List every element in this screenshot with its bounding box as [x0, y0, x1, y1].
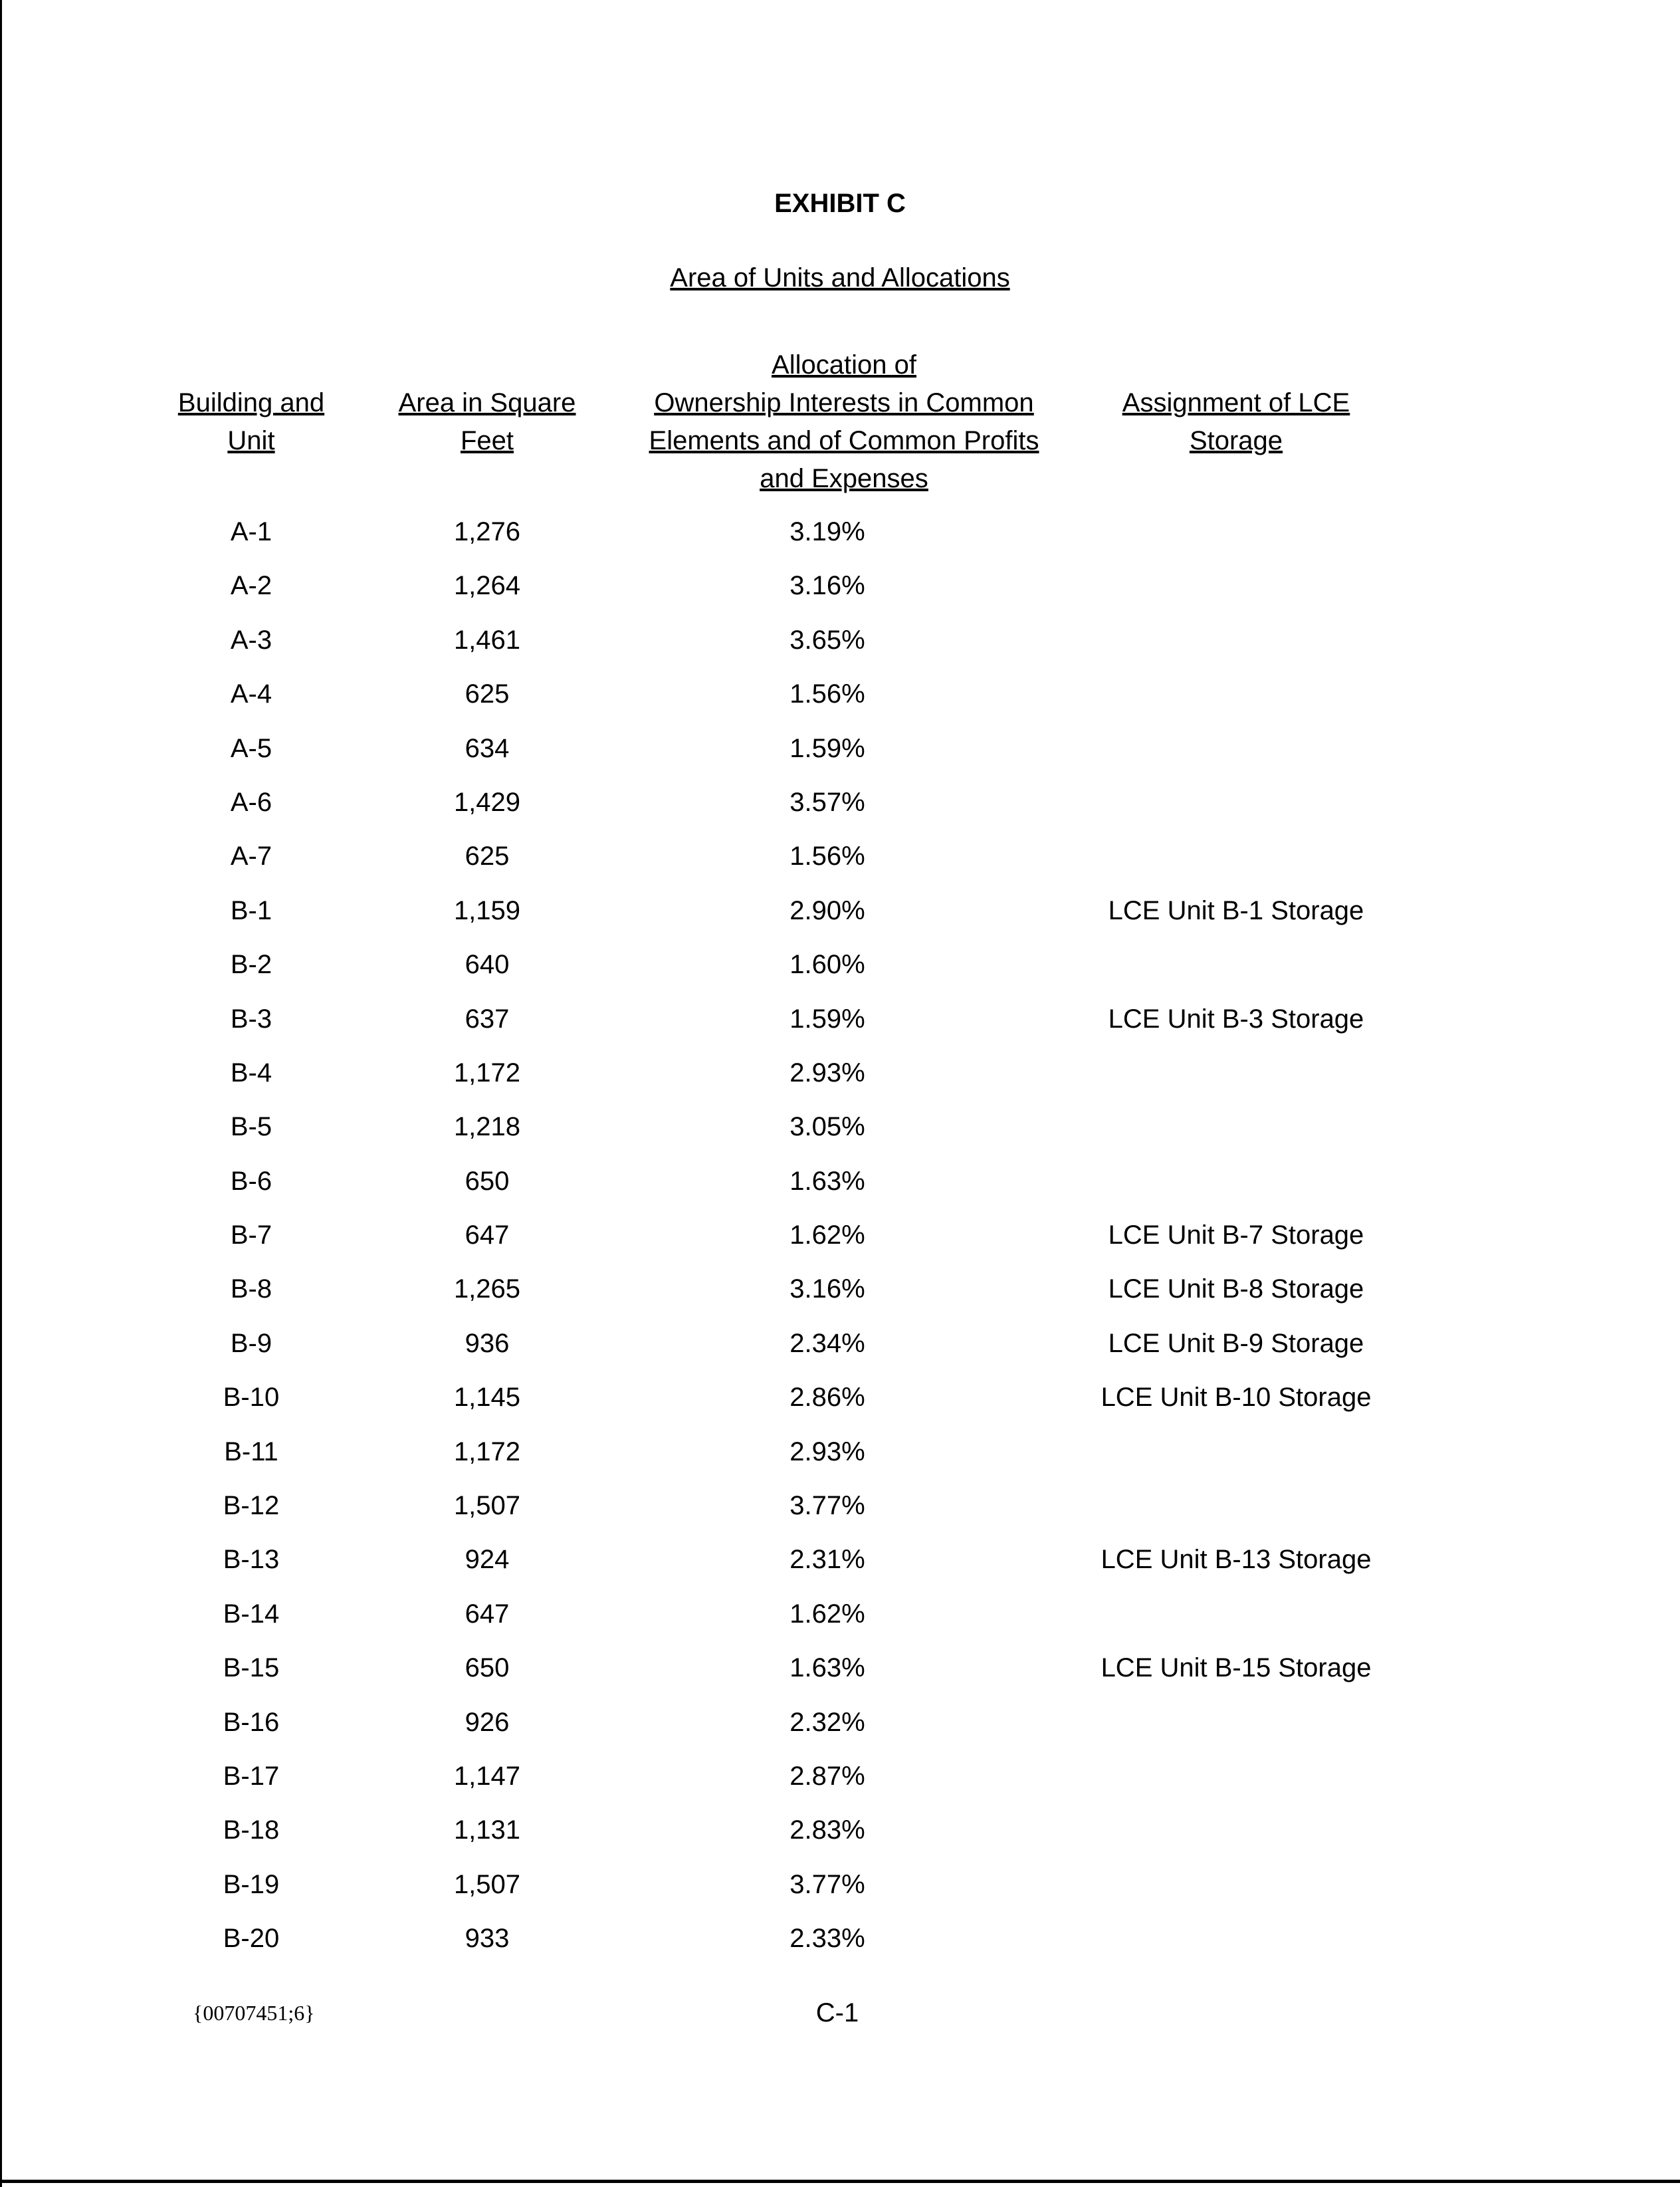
allocation-cell: 2.90%: [789, 895, 865, 925]
table-row: [0, 1865, 1680, 1918]
table-row: [0, 891, 1680, 945]
table-row: [0, 782, 1680, 836]
area-cell: 1,172: [453, 1058, 521, 1088]
header-line: and Expenses: [760, 464, 928, 493]
area-cell: 625: [465, 679, 510, 709]
lce-storage-cell: LCE Unit B-15 Storage: [1101, 1653, 1372, 1683]
area-cell: 1,131: [453, 1815, 521, 1845]
area-cell: 1,507: [453, 1491, 521, 1521]
area-cell: 650: [465, 1653, 510, 1683]
allocation-cell: 2.31%: [789, 1545, 865, 1575]
table-row: [0, 1648, 1680, 1702]
table-row: [0, 729, 1680, 782]
table-row: [0, 1540, 1680, 1593]
unit-cell: A-1: [230, 517, 272, 546]
header-line: Feet: [460, 426, 514, 455]
allocation-cell: 2.93%: [789, 1058, 865, 1088]
allocation-cell: 3.57%: [789, 787, 865, 817]
header-line: Building and: [177, 388, 325, 417]
table-row: [0, 512, 1680, 566]
area-cell: 1,507: [453, 1869, 521, 1899]
area-cell: 1,461: [453, 625, 521, 655]
allocation-cell: 3.19%: [789, 517, 865, 546]
units-table-body: [0, 512, 1680, 1973]
table-row: [0, 1810, 1680, 1864]
lce-storage-cell: LCE Unit B-13 Storage: [1101, 1545, 1372, 1575]
lce-storage-cell: LCE Unit B-8 Storage: [1108, 1274, 1364, 1304]
table-row: [0, 1432, 1680, 1486]
header-area: [377, 384, 597, 460]
allocation-cell: 1.60%: [789, 950, 865, 980]
header-line: Ownership Interests in Common: [654, 388, 1034, 417]
allocation-cell: 1.59%: [789, 733, 865, 763]
exhibit-title: EXHIBIT C: [774, 189, 906, 218]
area-cell: 650: [465, 1166, 510, 1196]
table-row: [0, 1702, 1680, 1756]
header-lce-storage: [1077, 384, 1396, 460]
allocation-cell: 2.33%: [789, 1924, 865, 1954]
header-line: Allocation of: [772, 350, 916, 380]
area-cell: 1,159: [453, 895, 521, 925]
header-line: Storage: [1189, 426, 1283, 455]
table-row: [0, 620, 1680, 674]
allocation-cell: 2.86%: [789, 1383, 865, 1413]
area-cell: 634: [465, 733, 510, 763]
allocation-cell: 1.59%: [789, 1004, 865, 1034]
allocation-cell: 2.83%: [789, 1815, 865, 1845]
lce-storage-cell: LCE Unit B-3 Storage: [1108, 1004, 1364, 1034]
allocation-cell: 3.05%: [789, 1112, 865, 1142]
document-id: {00707451;6}: [193, 2001, 315, 2025]
table-row: [0, 566, 1680, 620]
unit-cell: B-18: [223, 1815, 280, 1845]
table-row: [0, 945, 1680, 998]
unit-cell: B-9: [230, 1328, 272, 1358]
area-cell: 936: [465, 1328, 510, 1358]
unit-cell: A-5: [230, 733, 272, 763]
allocation-cell: 2.87%: [789, 1761, 865, 1791]
area-cell: 933: [465, 1924, 510, 1954]
table-row: [0, 999, 1680, 1053]
unit-cell: B-4: [230, 1058, 272, 1088]
area-cell: 640: [465, 950, 510, 980]
header-allocation: [611, 346, 1077, 498]
area-cell: 926: [465, 1707, 510, 1737]
unit-cell: A-4: [230, 679, 272, 709]
unit-cell: B-13: [223, 1545, 280, 1575]
allocation-cell: 1.63%: [789, 1166, 865, 1196]
table-row: [0, 1269, 1680, 1323]
area-cell: 1,147: [453, 1761, 521, 1791]
allocation-cell: 3.77%: [789, 1491, 865, 1521]
table-row: [0, 1594, 1680, 1648]
table-row: [0, 1053, 1680, 1107]
unit-cell: B-7: [230, 1220, 272, 1250]
allocation-cell: 3.16%: [789, 571, 865, 601]
area-cell: 647: [465, 1220, 510, 1250]
unit-cell: B-14: [223, 1599, 280, 1629]
unit-cell: B-1: [230, 895, 272, 925]
unit-cell: B-11: [224, 1437, 278, 1466]
exhibit-subtitle: [0, 259, 1680, 296]
allocation-cell: 2.93%: [789, 1437, 865, 1466]
area-cell: 625: [465, 842, 510, 871]
lce-storage-cell: LCE Unit B-7 Storage: [1108, 1220, 1364, 1250]
allocation-cell: 1.62%: [789, 1220, 865, 1250]
header-line: Elements and of Common Profits: [649, 426, 1039, 455]
header-line: Area in Square: [398, 388, 576, 417]
header-line: Unit: [227, 426, 275, 455]
unit-cell: B-12: [223, 1491, 280, 1521]
area-cell: 1,218: [453, 1112, 521, 1142]
table-row: [0, 1107, 1680, 1161]
unit-cell: B-8: [230, 1274, 272, 1304]
allocation-cell: 2.34%: [789, 1328, 865, 1358]
lce-storage-cell: LCE Unit B-9 Storage: [1108, 1328, 1364, 1358]
exhibit-subtitle-text: Area of Units and Allocations: [670, 263, 1010, 292]
unit-cell: B-5: [230, 1112, 272, 1142]
unit-cell: B-17: [223, 1761, 280, 1791]
unit-cell: B-15: [223, 1653, 280, 1683]
unit-cell: A-3: [230, 625, 272, 655]
unit-cell: B-20: [223, 1924, 280, 1954]
table-row: [0, 1161, 1680, 1215]
lce-storage-cell: LCE Unit B-10 Storage: [1101, 1383, 1372, 1413]
table-row: [0, 674, 1680, 728]
header-line: Assignment of LCE: [1122, 388, 1350, 417]
unit-cell: B-3: [230, 1004, 272, 1034]
unit-cell: A-7: [230, 842, 272, 871]
table-row: [0, 1486, 1680, 1540]
allocation-cell: 1.56%: [789, 842, 865, 871]
area-cell: 1,276: [453, 517, 521, 546]
table-row: [0, 1756, 1680, 1810]
allocation-cell: 1.63%: [789, 1653, 865, 1683]
header-building-unit: [152, 384, 351, 460]
unit-cell: B-6: [230, 1166, 272, 1196]
area-cell: 647: [465, 1599, 510, 1629]
area-cell: 1,265: [453, 1274, 521, 1304]
page-bottom-edge: [0, 2180, 1680, 2183]
area-cell: 1,429: [453, 787, 521, 817]
allocation-cell: 3.65%: [789, 625, 865, 655]
unit-cell: B-2: [230, 950, 272, 980]
unit-cell: B-19: [223, 1869, 280, 1899]
unit-cell: A-2: [230, 571, 272, 601]
area-cell: 1,145: [453, 1383, 521, 1413]
unit-cell: B-16: [223, 1707, 280, 1737]
page-number: C-1: [815, 1998, 859, 2027]
table-row: [0, 1377, 1680, 1431]
unit-cell: B-10: [223, 1383, 280, 1413]
allocation-cell: 1.56%: [789, 679, 865, 709]
area-cell: 924: [465, 1545, 510, 1575]
lce-storage-cell: LCE Unit B-1 Storage: [1108, 895, 1364, 925]
unit-cell: A-6: [230, 787, 272, 817]
area-cell: 1,172: [453, 1437, 521, 1466]
area-cell: 1,264: [453, 571, 521, 601]
allocation-cell: 3.16%: [789, 1274, 865, 1304]
allocation-cell: 3.77%: [789, 1869, 865, 1899]
table-row: [0, 1324, 1680, 1377]
area-cell: 637: [465, 1004, 510, 1034]
table-row: [0, 836, 1680, 890]
allocation-cell: 1.62%: [789, 1599, 865, 1629]
allocation-cell: 2.32%: [789, 1707, 865, 1737]
table-row: [0, 1215, 1680, 1269]
table-row: [0, 1918, 1680, 1972]
